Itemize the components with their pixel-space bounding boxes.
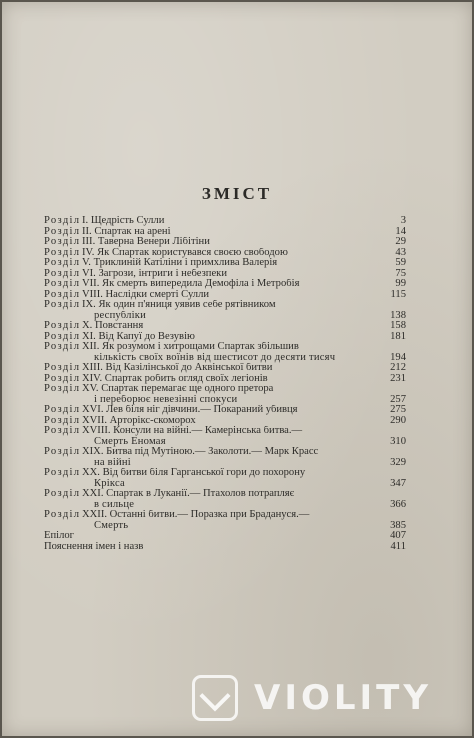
toc-page-number: 158 [390, 320, 406, 331]
toc-page-number: 138 [390, 309, 406, 321]
toc-chapter-word: Розділ [44, 330, 81, 342]
toc-page-number: 115 [390, 288, 406, 300]
toc-page-number: 99 [395, 278, 406, 289]
toc-line [44, 395, 406, 406]
toc-page-number: 411 [390, 540, 406, 552]
toc-page-number: 231 [390, 372, 406, 384]
toc-line [44, 258, 406, 269]
toc-line [44, 542, 406, 553]
toc-title: I. Щедрість Сулли [82, 216, 165, 226]
toc-page-number: 29 [395, 236, 406, 247]
toc-entry [44, 321, 406, 332]
toc-entry [44, 227, 406, 238]
toc-chapter-word: Розділ [44, 278, 81, 289]
toc-title: XIX. Битва під Мутіною.— Заколоти.— Марк Красс [82, 447, 319, 457]
toc-page-number: 75 [395, 267, 406, 279]
toc-line [44, 384, 406, 395]
toc-line [44, 510, 406, 521]
toc-line [44, 216, 406, 227]
toc-page-number: 310 [390, 435, 406, 447]
toc-line [44, 468, 406, 479]
book-page [2, 2, 472, 736]
toc-entry [44, 542, 406, 553]
toc-entry [44, 489, 406, 510]
toc-title: Смерть Еномая [94, 436, 166, 447]
toc-line [44, 500, 406, 511]
toc-title: і переборює невезінні спокуси [94, 394, 238, 405]
toc-title: XV. Спартак перемагає ще одного претора [82, 384, 274, 394]
toc-entry [44, 216, 406, 227]
toc-line [44, 521, 406, 532]
violity-logo-icon [192, 675, 238, 721]
toc-chapter-word: Розділ [44, 467, 81, 478]
toc-title: Пояснення імен і назв [44, 541, 144, 552]
toc-line [44, 405, 406, 416]
toc-chapter-word: Розділ [44, 341, 81, 352]
toc-line [44, 426, 406, 437]
toc-title: XVIII. Консули на війні.— Камерінська битва.— [82, 426, 303, 436]
toc-chapter-word: Розділ [44, 246, 81, 258]
toc-title: XXII. Останні битви.— Поразка при Брадануся.— [82, 510, 310, 520]
toc-entry [44, 405, 406, 416]
toc-entry [44, 384, 406, 405]
toc-line [44, 489, 406, 500]
toc-entry [44, 258, 406, 269]
toc-chapter-word: Розділ [44, 320, 81, 331]
toc-line [44, 227, 406, 238]
toc-line [44, 321, 406, 332]
toc-line [44, 363, 406, 374]
toc-page-number: 385 [390, 519, 406, 531]
toc-page-number: 329 [390, 456, 406, 468]
toc-line [44, 458, 406, 469]
toc-page-number: 59 [395, 257, 406, 268]
toc-page-number: 275 [390, 404, 406, 415]
toc-line [44, 248, 406, 259]
toc-title: II. Спартак на арені [82, 226, 171, 237]
table-of-contents [44, 216, 406, 552]
toc-entry [44, 510, 406, 531]
toc-chapter-word: Розділ [44, 215, 81, 226]
toc-title: Смерть [94, 520, 129, 531]
toc-title: III. Таверна Венери Лібітіни [82, 237, 210, 247]
watermark [192, 670, 462, 726]
toc-title: Епілог [44, 531, 75, 541]
toc-title: V. Триклиній Катіліни і примхлива Валерія [82, 258, 278, 268]
toc-title: в сильце [94, 499, 135, 510]
toc-title: VII. Як смерть випередила Демофіла і Метробія [82, 279, 300, 289]
toc-chapter-word: Розділ [44, 446, 81, 457]
toc-line [44, 332, 406, 343]
toc-title: XVI. Лев біля ніг дівчини.— Покараний убивця [82, 405, 298, 415]
toc-title: VI. Загрози, інтриги і небезпеки [82, 268, 227, 279]
toc-entry [44, 332, 406, 343]
toc-page-number: 43 [395, 246, 406, 258]
toc-entry [44, 416, 406, 427]
toc-line [44, 300, 406, 311]
toc-entry [44, 248, 406, 259]
toc-entry [44, 279, 406, 290]
toc-entry [44, 468, 406, 489]
toc-title: XX. Від битви біля Гарганської гори до похорону [82, 468, 306, 478]
toc-title: X. Повстання [82, 321, 144, 331]
toc-line [44, 353, 406, 364]
toc-page-number: 3 [400, 215, 406, 226]
toc-entry [44, 342, 406, 363]
toc-line [44, 269, 406, 280]
toc-entry [44, 290, 406, 301]
toc-entry [44, 269, 406, 280]
toc-chapter-word: Розділ [44, 236, 81, 247]
toc-chapter-word: Розділ [44, 509, 81, 520]
toc-title: XI. Від Капуї до Везувію [82, 331, 195, 342]
toc-chapter-word: Розділ [44, 257, 81, 268]
toc-page-number: 257 [390, 393, 406, 405]
toc-page-number: 366 [390, 498, 406, 510]
toc-chapter-word: Розділ [44, 225, 81, 237]
toc-title: Крікса [94, 478, 125, 489]
toc-chapter-word: Розділ [44, 372, 81, 384]
toc-entry [44, 447, 406, 468]
toc-line [44, 437, 406, 448]
toc-entry [44, 237, 406, 248]
toc-line [44, 531, 406, 542]
toc-chapter-word: Розділ [44, 288, 81, 300]
toc-entry [44, 363, 406, 374]
toc-entry [44, 426, 406, 447]
toc-chapter-word: Розділ [44, 425, 81, 436]
toc-entry [44, 374, 406, 385]
toc-page-number: 194 [390, 351, 406, 363]
toc-entry [44, 300, 406, 321]
toc-entry [44, 531, 406, 542]
toc-title: IV. Як Спартак користувався своєю свободою [82, 247, 288, 258]
toc-chapter-word: Розділ [44, 267, 81, 279]
toc-line [44, 416, 406, 427]
watermark-text: VIOLITY [254, 678, 432, 718]
toc-line [44, 479, 406, 490]
toc-title: VIII. Наслідки смерті Сулли [82, 289, 210, 300]
toc-page-number: 14 [395, 225, 406, 237]
toc-title: IX. Як один п'яниця уявив себе рятівником [82, 300, 276, 310]
toc-chapter-word: Розділ [44, 488, 81, 499]
toc-page-number: 347 [390, 477, 406, 489]
toc-page-number: 212 [390, 362, 406, 373]
toc-line [44, 279, 406, 290]
toc-page-number: 407 [390, 530, 406, 541]
toc-title: XIV. Спартак робить огляд своїх легіонів [82, 373, 268, 384]
toc-page-number: 181 [390, 330, 406, 342]
toc-line [44, 447, 406, 458]
toc-title: XXI. Спартак в Луканії.— Птахолов потрапляє [82, 489, 295, 499]
toc-title: XIII. Від Казілінської до Аквінської битви [82, 363, 273, 373]
toc-line [44, 374, 406, 385]
toc-title: XVII. Арторікс-скоморох [82, 415, 196, 426]
toc-chapter-word: Розділ [44, 404, 81, 415]
toc-chapter-word: Розділ [44, 414, 81, 426]
toc-title: XII. Як розумом і хитрощами Спартак збільшив [82, 342, 299, 352]
toc-chapter-word: Розділ [44, 362, 81, 373]
toc-title: кількість своїх воїнів від шестисот до десяти тисяч [94, 352, 336, 363]
toc-title: республіки [94, 310, 146, 321]
toc-line [44, 290, 406, 301]
toc-page-number: 290 [390, 414, 406, 426]
page-title: ЗМІСТ [201, 184, 273, 203]
toc-chapter-word: Розділ [44, 383, 81, 394]
toc-line [44, 237, 406, 248]
toc-line [44, 342, 406, 353]
toc-title: на війні [94, 457, 131, 468]
toc-chapter-word: Розділ [44, 299, 81, 310]
toc-line [44, 311, 406, 322]
